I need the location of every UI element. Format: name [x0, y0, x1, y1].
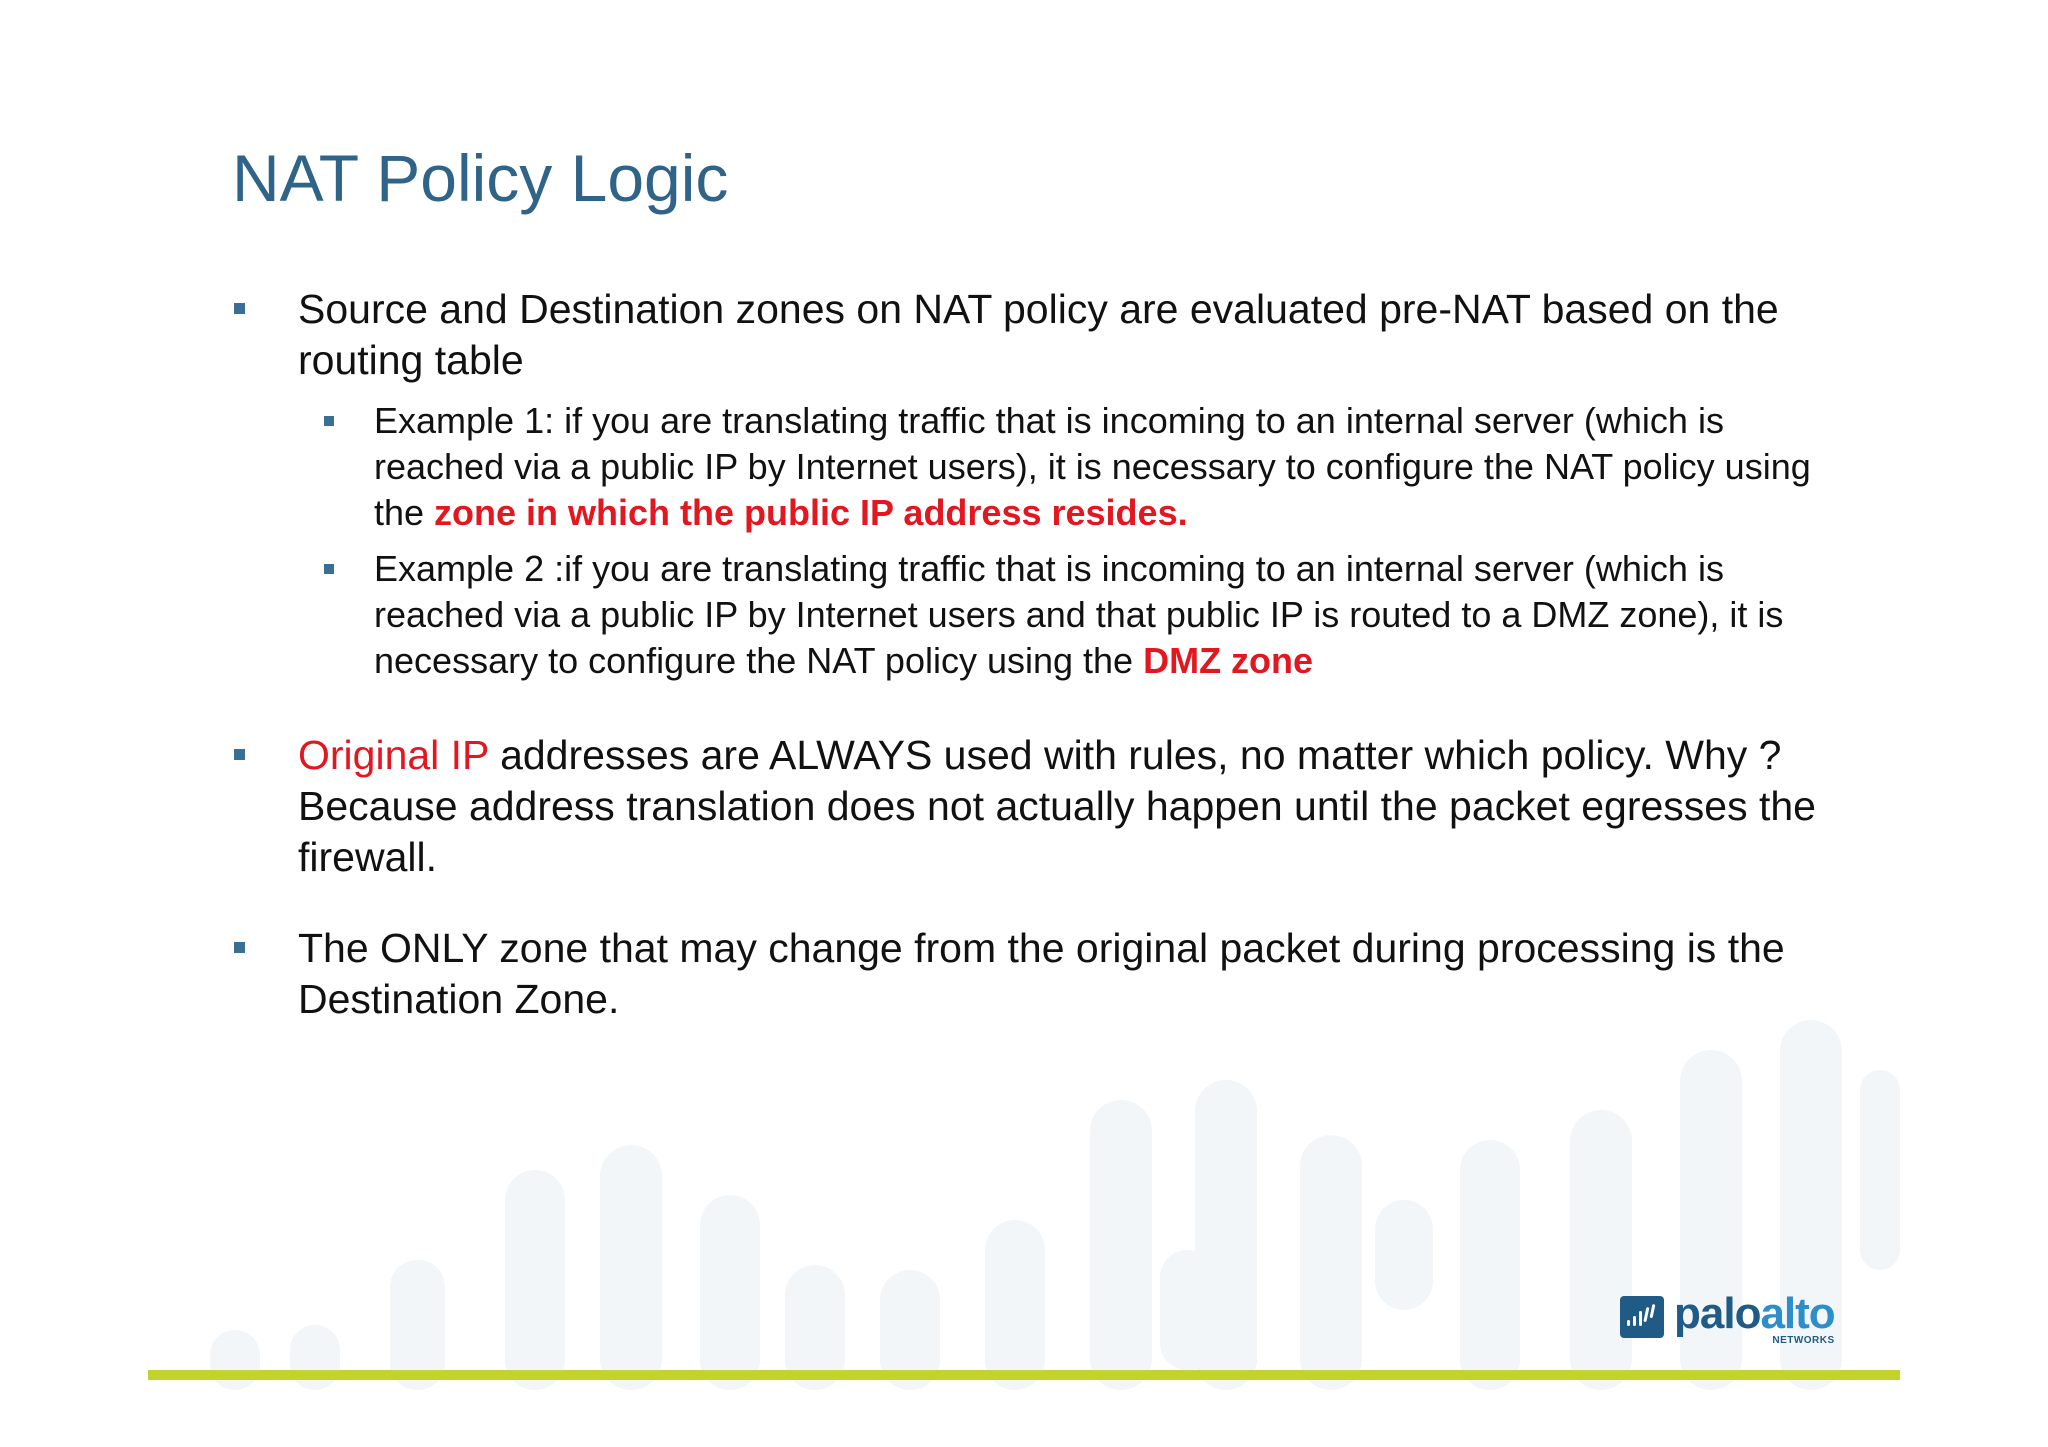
paloalto-logo: [1620, 1289, 1835, 1346]
logo-networks: NETWORKS: [1772, 1335, 1835, 1346]
sub-bullet-example-1: [232, 398, 1832, 536]
sub-bullet-example-2: [232, 546, 1832, 684]
logo-word-palo: palo: [1674, 1289, 1761, 1338]
bullet-item-original-ip: [232, 730, 1832, 883]
bullet-text: addresses are ALWAYS used with rules, no matter which policy. Why ? Because address translation does not actually happen until the packet egresses the firewall.: [298, 732, 1816, 880]
bullet-list: [232, 284, 1832, 1065]
bullet-square-icon: [234, 749, 245, 760]
bullet-square-icon: [234, 303, 245, 314]
paloalto-logo-icon: [1620, 1296, 1664, 1338]
sub-bullet-highlight: zone in which the public IP address resides.: [434, 492, 1188, 533]
logo-word-alto: alto: [1760, 1289, 1835, 1338]
sub-bullet-text: Example 1: if you are translating traffic that is incoming to an internal server (which is reached via a public IP by Internet users), it is necessary to configure the NAT policy using the: [374, 400, 1811, 533]
bullet-highlight: Original IP: [298, 732, 489, 778]
sub-bullet-square-icon: [324, 564, 334, 574]
bullet-item-destination-zone: [232, 923, 1832, 1025]
bullet-item-zones: [232, 284, 1832, 684]
sub-bullet-square-icon: [324, 416, 334, 426]
bullet-text: The ONLY zone that may change from the original packet during processing is the Destination Zone.: [298, 925, 1785, 1022]
slide-title: NAT Policy Logic: [232, 141, 729, 215]
sub-bullet-highlight: DMZ zone: [1143, 640, 1314, 681]
footer-divider: [148, 1370, 1900, 1380]
bullet-text: Source and Destination zones on NAT policy are evaluated pre-NAT based on the routing table: [298, 286, 1779, 383]
bullet-square-icon: [234, 942, 245, 953]
sub-bullet-list: [298, 398, 1832, 684]
sub-bullet-text: Example 2 :if you are translating traffic that is incoming to an internal server (which is reached via a public IP by Internet users and that public IP is routed to a DMZ zone), it is necessary to configure the NAT policy using the: [374, 548, 1784, 681]
